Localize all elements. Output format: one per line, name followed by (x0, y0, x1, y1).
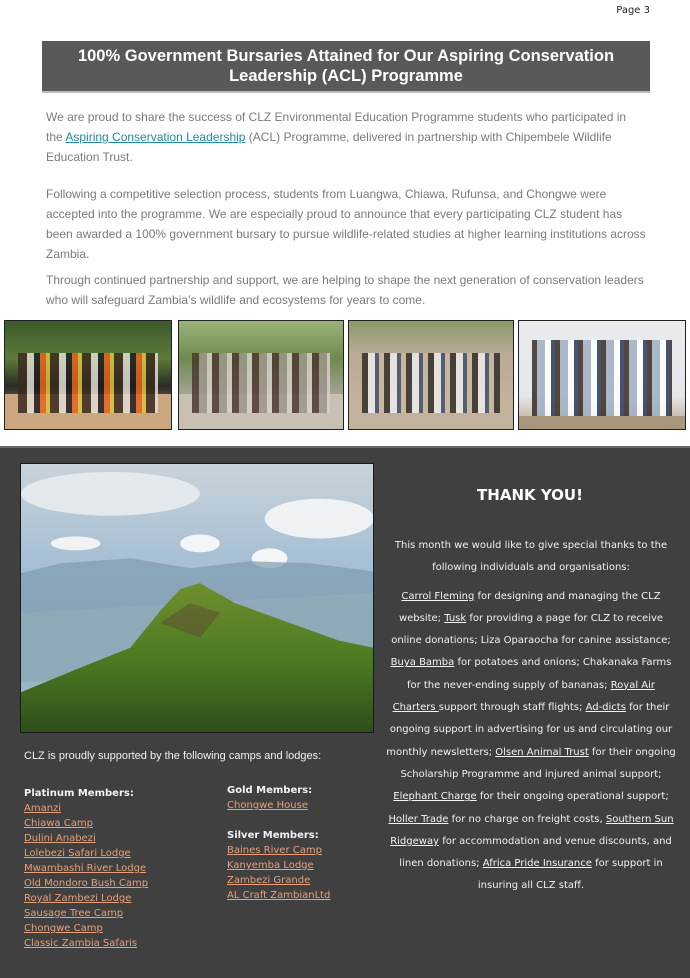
sponsor-link[interactable]: Ad-dicts (585, 702, 626, 714)
group-photo-with-certificates (518, 320, 686, 430)
page-number: Page 3 (616, 5, 650, 16)
acknowledgement-text: for their ongoing operational support; (476, 791, 669, 803)
thank-you-body (386, 535, 676, 898)
group-photo-on-sand-mound (348, 320, 514, 430)
article-title: 100% Government Bursaries Attained for Our Aspiring Conservation Leadership (ACL) Programme (77, 47, 615, 85)
acknowledgement-text: for accommodation and venue discounts, and linen donations; (399, 835, 672, 870)
group-photo-celebrating (4, 320, 172, 430)
acknowledgement-text: for providing a page for CLZ to receive online donations; Liza Oparaocha for canine assistance; (391, 612, 671, 647)
landscape-illustration (21, 464, 373, 732)
member-link[interactable]: Chiawa Camp (24, 818, 93, 829)
sponsor-link[interactable]: Southern Sun Ridgeway (390, 813, 674, 847)
member-link[interactable]: Sausage Tree Camp (24, 908, 124, 919)
sponsor-link[interactable]: Olsen Animal Trust (495, 746, 589, 758)
thank-you-heading: THANK YOU! (477, 486, 583, 504)
member-link[interactable]: Chongwe House (227, 800, 308, 811)
member-link[interactable]: Old Mondoro Bush Camp (24, 878, 149, 889)
member-link[interactable]: Baines River Camp (227, 845, 322, 856)
member-link[interactable]: Kanyemba Lodge (227, 860, 314, 871)
platinum-members-heading: Platinum Members: (24, 788, 134, 799)
paragraph-text: We are proud to share the success of CLZ Environmental Education Programme students who participated in the (46, 110, 627, 144)
thank-you-intro: This month we would like to give special thanks to the following individuals and organisations: (394, 540, 668, 574)
group-photo-outdoors (178, 320, 344, 430)
sponsor-link[interactable]: Africa Pride Insurance (482, 858, 592, 870)
sponsor-link[interactable]: Buya Bamba (390, 657, 455, 669)
sponsor-link[interactable]: Tusk (444, 612, 467, 624)
mountain-landscape-photo (20, 463, 374, 733)
article-paragraph-3: Through continued partnership and support, we are helping to shape the next generation of conservation leaders who will safeguard Zambia’s wildlife and ecosystems for years to come. (46, 273, 644, 307)
article-paragraph-2: Following a competitive selection process, students from Luangwa, Chiawa, Rufunsa, and Chongwe were accepted into the programme. We are especially proud to announce that every participating CLZ student has been awarded a 100% government bursary to pursue wildlife-related studies at higher learning institutions across Zambia. (46, 187, 646, 261)
acknowledgement-text: for designing and managing the CLZ website; (398, 590, 661, 624)
member-link[interactable]: Amanzi (24, 803, 62, 814)
acknowledgement-text: for support in insuring all CLZ staff. (477, 858, 663, 892)
gold-members-heading: Gold Members: (227, 785, 313, 796)
supporters-intro: CLZ is proudly supported by the following camps and lodges: (24, 750, 322, 762)
platinum-members-list (24, 786, 148, 951)
paragraph-text: (ACL) Programme, delivered in partnership with Chipembele Wildlife Education Trust. (46, 130, 612, 164)
member-link[interactable]: Chongwe Camp (24, 923, 103, 934)
member-link[interactable]: Zambezi Grande (227, 875, 311, 886)
gold-members-list (227, 783, 312, 813)
member-link[interactable]: Lolebezi Safari Lodge (24, 848, 131, 859)
sponsor-link[interactable]: Elephant Charge (393, 791, 477, 803)
article-paragraph-1 (46, 107, 646, 167)
sponsor-link[interactable]: Carrol Fleming (401, 590, 475, 602)
member-link[interactable]: Mwambashi River Lodge (24, 863, 147, 874)
acknowledgement-text: support through staff flights; (438, 702, 586, 714)
article-title-banner (42, 41, 650, 93)
member-link[interactable]: AL Craft ZambianLtd (227, 890, 331, 901)
sponsor-link[interactable]: Royal Air Charters (392, 679, 656, 714)
article-body (46, 107, 646, 310)
silver-members-list (227, 828, 330, 903)
sponsor-link[interactable]: Holler Trade (388, 813, 449, 825)
acknowledgement-text: for no charge on freight costs, (448, 813, 606, 825)
member-link[interactable]: Dulini Anabezi (24, 833, 96, 844)
member-link[interactable]: Royal Zambezi Lodge (24, 893, 132, 904)
acknowledgement-text: for their ongoing Scholarship Programme and injured animal support; (400, 746, 676, 780)
thank-you-acknowledgements (386, 586, 676, 898)
member-link[interactable]: Classic Zambia Safaris (24, 938, 138, 949)
acl-programme-link[interactable]: Aspiring Conservation Leadership (65, 130, 246, 144)
silver-members-heading: Silver Members: (227, 830, 319, 841)
acknowledgement-text: for their ongoing support in advertising for us and circulating our monthly newsletters; (386, 702, 673, 758)
acknowledgement-text: for potatoes and onions; Chakanaka Farms for the never-ending supply of bananas; (406, 657, 672, 691)
